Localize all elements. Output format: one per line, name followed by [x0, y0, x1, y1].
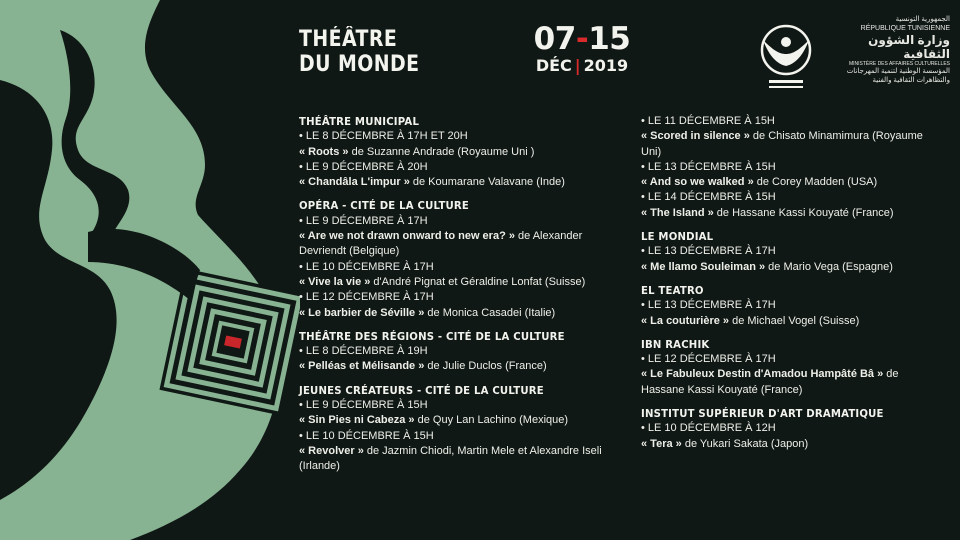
event-work-title: « The Island »: [641, 206, 714, 219]
venue-heading: JEUNES CRÉATEURS - CITÉ DE LA CULTURE: [299, 383, 544, 397]
event-work-title: « La couturière »: [641, 314, 730, 327]
event-title-line: [299, 359, 624, 374]
event-work-title: « Vive la vie »: [299, 275, 371, 288]
event-date: • LE 12 DÉCEMBRE À 17H: [641, 352, 941, 367]
program-column-right: [641, 114, 941, 460]
event-date: • LE 10 DÉCEMBRE À 15H: [299, 429, 624, 444]
event-work-title: « Roots »: [299, 145, 349, 158]
venue-heading: IBN RACHIK: [641, 337, 710, 351]
venue-heading: LE MONDIAL: [641, 230, 714, 244]
event-work-title: « Are we not drawn onward to new era? »: [299, 230, 515, 243]
face-profile-illustration: [0, 0, 300, 540]
event-credit: de Corey Madden (USA): [753, 176, 878, 189]
festival-title: [299, 27, 419, 77]
event-date: • LE 9 DÉCEMBRE À 15H: [299, 398, 624, 413]
event-date: • LE 9 DÉCEMBRE À 17H: [299, 214, 624, 229]
ministry-line-1: الجمهورية التونسية: [895, 16, 950, 23]
event-credit: de Chisato Minamimura (Royaume Uni): [641, 130, 923, 158]
event-date: • LE 8 DÉCEMBRE À 17H ET 20H: [299, 129, 624, 144]
event-date: • LE 13 DÉCEMBRE À 17H: [641, 298, 941, 313]
date-end: 15: [588, 21, 631, 57]
event-title-line: [299, 444, 624, 475]
event-title-line: [641, 206, 941, 221]
festival-logo-icon: [755, 20, 817, 96]
venue-section: [641, 406, 941, 452]
title-line-1: THÉÂTRE: [299, 27, 398, 52]
event-title-line: [299, 229, 624, 260]
venue-heading: OPÉRA - CITÉ DE LA CULTURE: [299, 199, 470, 213]
event-date: • LE 8 DÉCEMBRE À 19H: [299, 344, 624, 359]
event-credit: de Jazmin Chiodi, Martin Mele et Alexandre Iseli (Irlande): [299, 444, 602, 473]
event-title-line: [299, 306, 624, 321]
event-date: • LE 10 DÉCEMBRE À 17H: [299, 260, 624, 275]
event-work-title: « Le Fabuleux Destin d'Amadou Hampâté Bâ »: [641, 368, 884, 381]
ministry-line-3: وزارة الشؤون الثقافية: [868, 33, 950, 61]
festival-dates: 07-15 DÉC | 2019: [533, 21, 631, 75]
event-credit: d'André Pignat et Géraldine Lonfat (Suisse): [370, 275, 586, 288]
event-credit: de Hassane Kassi Kouyaté (France): [713, 206, 894, 219]
event-work-title: « Me llamo Souleiman »: [641, 260, 766, 273]
venue-section: [641, 283, 941, 329]
event-credit: de Suzanne Andrade (Royaume Uni ): [348, 145, 535, 158]
event-title-line: [641, 367, 941, 398]
event-title-line: [299, 175, 624, 190]
event-date: • LE 13 DÉCEMBRE À 17H: [641, 244, 941, 259]
event-date: • LE 11 DÉCEMBRE À 15H: [641, 114, 941, 129]
event-work-title: « Revolver »: [299, 444, 364, 457]
event-title-line: [641, 314, 941, 329]
venue-section: [641, 229, 941, 275]
event-work-title: « Scored in silence »: [641, 130, 750, 143]
event-credit: de Yukari Sakata (Japon): [681, 437, 809, 450]
venue-heading: THÉÂTRE MUNICIPAL: [299, 115, 420, 128]
venue-heading: INSTITUT SUPÉRIEUR D'ART DRAMATIQUE: [641, 407, 884, 421]
event-title-line: [641, 175, 941, 190]
event-work-title: « And so we walked »: [641, 176, 754, 189]
event-title-line: [299, 145, 624, 160]
program-column-left: [299, 114, 624, 483]
venue-section: [299, 329, 624, 375]
venue-section: [299, 198, 624, 320]
event-title-line: [641, 260, 941, 275]
event-title-line: [299, 275, 624, 290]
neck-shadow: [170, 0, 210, 60]
event-date: • LE 12 DÉCEMBRE À 17H: [299, 290, 624, 305]
event-work-title: « Tera »: [641, 437, 682, 450]
event-credit: de Mario Vega (Espagne): [765, 260, 893, 273]
venue-heading: EL TEATRO: [641, 283, 704, 297]
venue-section: [641, 337, 941, 398]
date-year: 2019: [583, 56, 629, 75]
event-credit: de Michael Vogel (Suisse): [729, 314, 860, 327]
date-month: DÉC: [535, 56, 572, 75]
venue-section: [641, 114, 941, 221]
event-date: • LE 14 DÉCEMBRE À 15H: [641, 190, 941, 205]
ministry-line-2: RÉPUBLIQUE TUNISIENNE: [860, 24, 950, 32]
event-credit: de Julie Duclos (France): [424, 360, 547, 373]
event-credit: de Hassane Kassi Kouyaté (France): [641, 368, 899, 396]
event-date: • LE 13 DÉCEMBRE À 15H: [641, 160, 941, 175]
event-credit: de Quy Lan Lachino (Mexique): [414, 414, 569, 427]
venue-section: [299, 114, 624, 190]
ministry-line-5: المؤسسة الوطنية لتنمية المهرجانات: [846, 68, 950, 75]
event-work-title: « Chandâla L'impur »: [299, 176, 410, 189]
ministry-line-6: والتظاهرات الثقافية والفنية: [872, 76, 950, 84]
event-title-line: [641, 129, 941, 160]
event-credit: de Koumarane Valavane (Inde): [409, 176, 565, 189]
event-credit: de Alexander Devriendt (Belgique): [299, 230, 583, 258]
ministry-emblem: [838, 16, 950, 85]
date-start: 07: [533, 21, 576, 57]
date-separator: |: [574, 56, 581, 75]
event-work-title: « Le barbier de Séville »: [299, 306, 425, 319]
event-title-line: [641, 437, 941, 452]
ministry-line-4: MINISTÈRE DES AFFAIRES CULTURELLES: [848, 61, 950, 67]
event-title-line: [299, 413, 624, 428]
event-work-title: « Pelléas et Mélisande »: [299, 360, 425, 373]
event-date: • LE 10 DÉCEMBRE À 12H: [641, 421, 941, 436]
venue-section: [299, 383, 624, 475]
event-work-title: « Sin Pies ni Cabeza »: [299, 414, 415, 427]
venue-heading: THÉÂTRE DES RÉGIONS - CITÉ DE LA CULTURE: [299, 329, 565, 343]
event-date: • LE 9 DÉCEMBRE À 20H: [299, 160, 624, 175]
event-credit: de Monica Casadei (Italie): [424, 306, 556, 319]
title-line-2: DU MONDE: [299, 52, 420, 77]
